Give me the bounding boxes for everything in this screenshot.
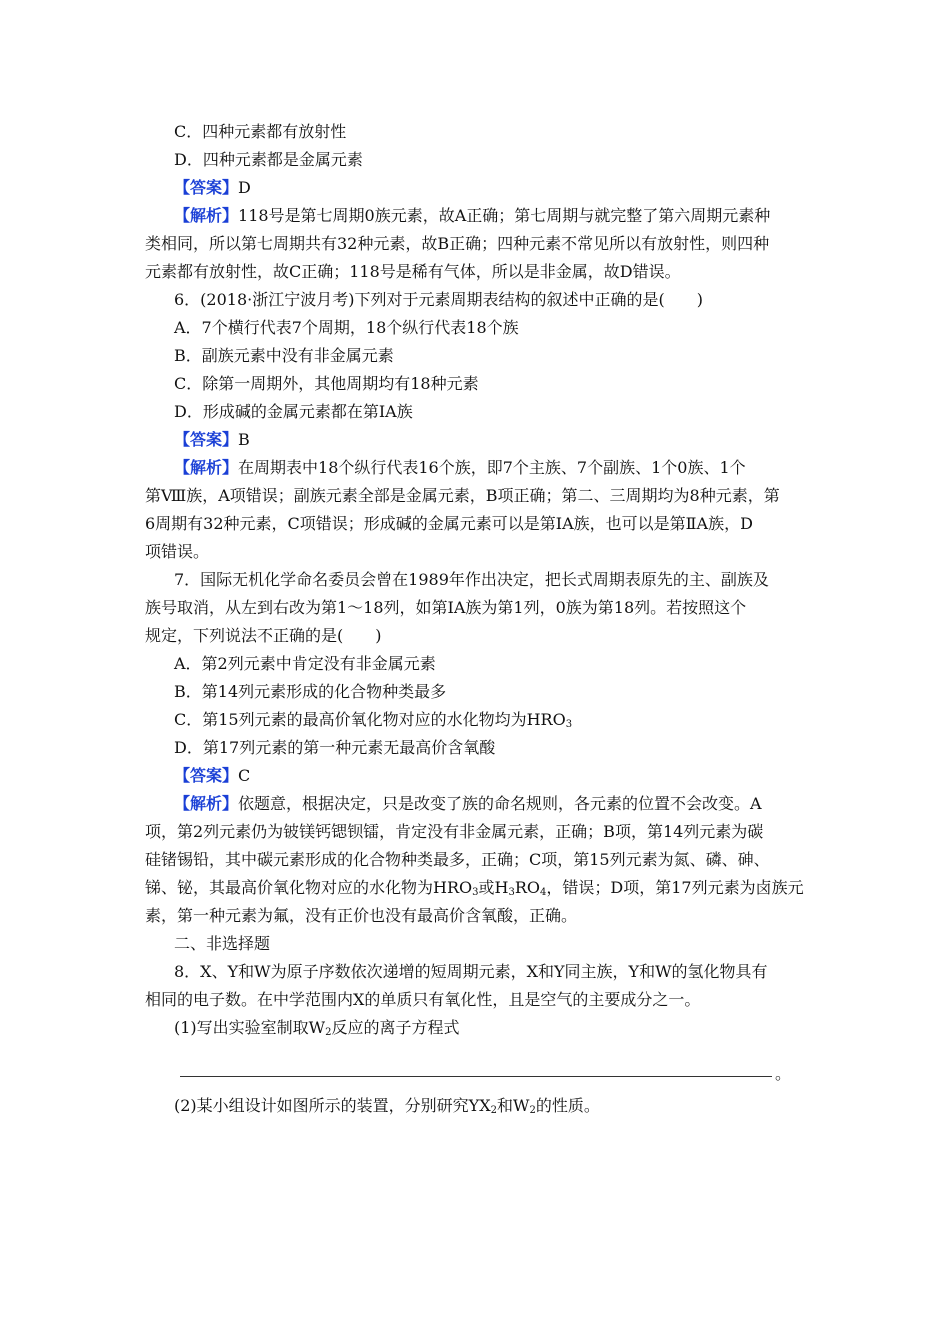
option-a: A．第2列元素中肯定没有非金属元素	[174, 654, 436, 673]
explanation-tag: 【解析】	[174, 458, 239, 477]
question-8-cont: 相同的电子数。在中学范围内X的单质只有氧化性，且是空气的主要成分之一。	[145, 990, 701, 1009]
explanation-cont: 素，第一种元素为氟，没有正价也没有最高价含氧酸，正确。	[145, 906, 578, 925]
question-7-cont: 族号取消，从左到右改为第1～18列，如第ⅠA族为第1列，0族为第18列。若按照这个	[145, 598, 747, 617]
explanation-line: 【解析】118号是第七周期0族元素，故A正确；第七周期与就完整了第六周期元素种	[174, 206, 771, 225]
answer-blank[interactable]	[180, 1076, 772, 1077]
explanation-cont: 第Ⅷ族，A项错误；副族元素全部是金属元素，B项正确；第二、三周期均为8种元素，第	[145, 486, 780, 505]
explanation-tag: 【解析】	[174, 206, 239, 225]
explanation-cont: 硅锗锡铅，其中碳元素形成的化合物种类最多，正确；C项，第15列元素为氮、磷、砷、	[145, 850, 770, 869]
explanation-line: 【解析】依题意，根据决定，只是改变了族的命名规则，各元素的位置不会改变。A	[174, 794, 762, 813]
explanation-cont: 项错误。	[145, 542, 210, 561]
section-heading: 二、非选择题	[174, 934, 271, 953]
answer-tag: 【答案】	[174, 766, 239, 785]
option-a: A．7个横行代表7个周期，18个纵行代表18个族	[174, 318, 519, 337]
option-c: C．第15列元素的最高价氧化物对应的水化物均为$HRO_3$	[174, 710, 573, 730]
sub-question-2: (2)某小组设计如图所示的装置，分别研究$YX_2$和$W_2$的性质。	[174, 1096, 600, 1116]
answer-line: 【答案】D	[174, 178, 251, 197]
explanation-cont: 类相同，所以第七周期共有32种元素，故B正确；四种元素不常见所以有放射性，则四种	[145, 234, 770, 253]
option-c: C．四种元素都有放射性	[174, 122, 347, 141]
option-b: B．第14列元素形成的化合物种类最多	[174, 682, 447, 701]
answer-line: 【答案】B	[174, 430, 250, 449]
option-d: D．四种元素都是金属元素	[174, 150, 363, 169]
answer-tag: 【答案】	[174, 178, 239, 197]
explanation-cont: 锑、铋，其最高价氧化物对应的水化物为$HRO_3$或$H_3RO_4$，错误；D项，第17列元素为卤族元	[145, 878, 804, 898]
question-7-cont: 规定，下列说法不正确的是( )	[145, 626, 382, 645]
option-b: B．副族元素中没有非金属元素	[174, 346, 394, 365]
question-7: 7．国际无机化学命名委员会曾在1989年作出决定，把长式周期表原先的主、副族及	[174, 570, 769, 589]
answer-line: 【答案】C	[174, 766, 251, 785]
blank-period: 。	[775, 1064, 792, 1083]
answer-tag: 【答案】	[174, 430, 239, 449]
question-6: 6．(2018·浙江宁波月考)下列对于元素周期表结构的叙述中正确的是( )	[174, 290, 703, 309]
explanation-tag: 【解析】	[174, 794, 239, 813]
explanation-cont: 6周期有32种元素，C项错误；形成碱的金属元素可以是第IA族，也可以是第ⅡA族，D	[145, 514, 753, 533]
explanation-cont: 项，第2列元素仍为铍镁钙锶钡镭，肯定没有非金属元素，正确；B项，第14列元素为碳	[145, 822, 764, 841]
option-c: C．除第一周期外，其他周期均有18种元素	[174, 374, 479, 393]
question-8: 8．X、Y和W为原子序数依次递增的短周期元素，X和Y同主族，Y和W的氢化物具有	[174, 962, 768, 981]
explanation-cont: 元素都有放射性，故C正确；118号是稀有气体，所以是非金属，故D错误。	[145, 262, 681, 281]
explanation-line: 【解析】在周期表中18个纵行代表16个族，即7个主族、7个副族、1个0族、1个	[174, 458, 746, 477]
option-d: D．形成碱的金属元素都在第ⅠA族	[174, 402, 413, 421]
option-d: D．第17列元素的第一种元素无最高价含氧酸	[174, 738, 496, 757]
sub-question-1: (1)写出实验室制取$W_2$反应的离子方程式	[174, 1018, 460, 1038]
